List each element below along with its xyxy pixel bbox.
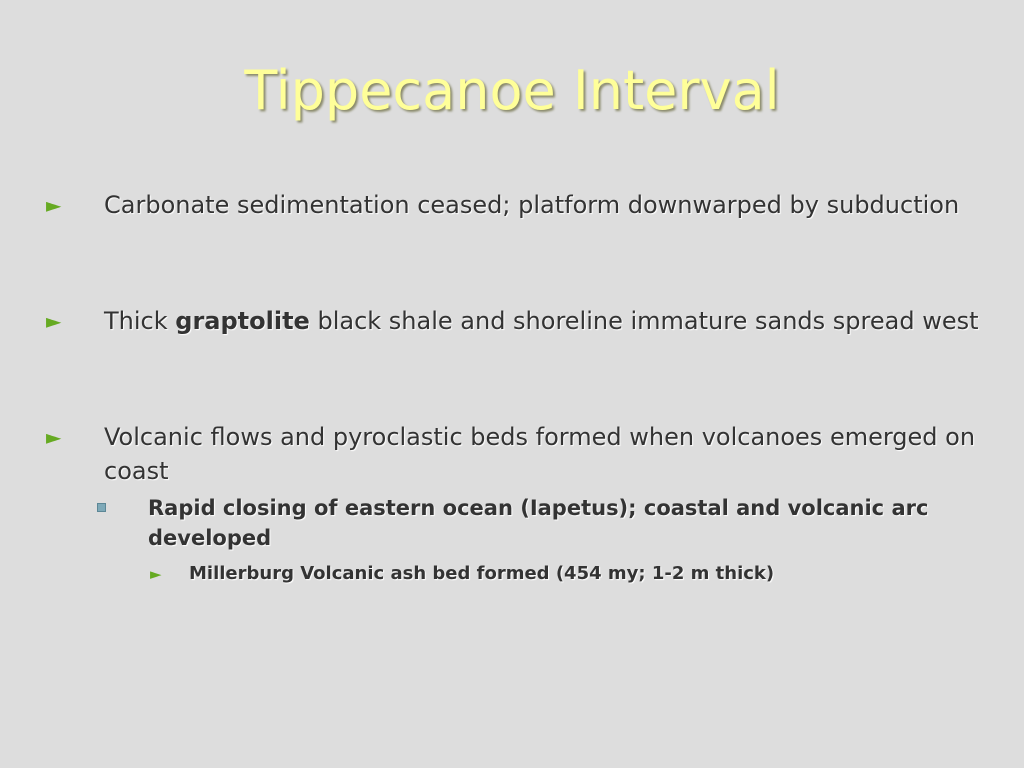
- bullet-item-2-text-before: Thick: [104, 307, 176, 335]
- bullet-item-1: Carbonate sedimentation ceased; platform downwarped by subduction: [104, 191, 960, 219]
- bullet-arrow-icon: ►: [46, 193, 62, 217]
- bullet-arrow-icon: ►: [46, 309, 62, 333]
- slide-title: Tippecanoe Interval: [244, 59, 780, 122]
- square-bullet-icon: [97, 503, 106, 512]
- bullet-item-2-bold-term: graptolite: [175, 307, 310, 335]
- sub-sub-bullet-item: Millerburg Volcanic ash bed formed (454 my; 1-2 m thick): [189, 563, 775, 584]
- sub-bullet-item: Rapid closing of eastern ocean (Iapetus); coastal and volcanic arc developed: [148, 496, 929, 550]
- bullet-item-3: Volcanic flows and pyroclastic beds formed when volcanoes emerged on coast: [104, 423, 976, 485]
- bullet-item-2: [104, 304, 984, 338]
- small-arrow-icon: ►: [150, 565, 162, 583]
- bullet-arrow-icon: ►: [46, 425, 62, 449]
- bullet-item-2-text-after: black shale and shoreline immature sands spread west: [309, 307, 979, 335]
